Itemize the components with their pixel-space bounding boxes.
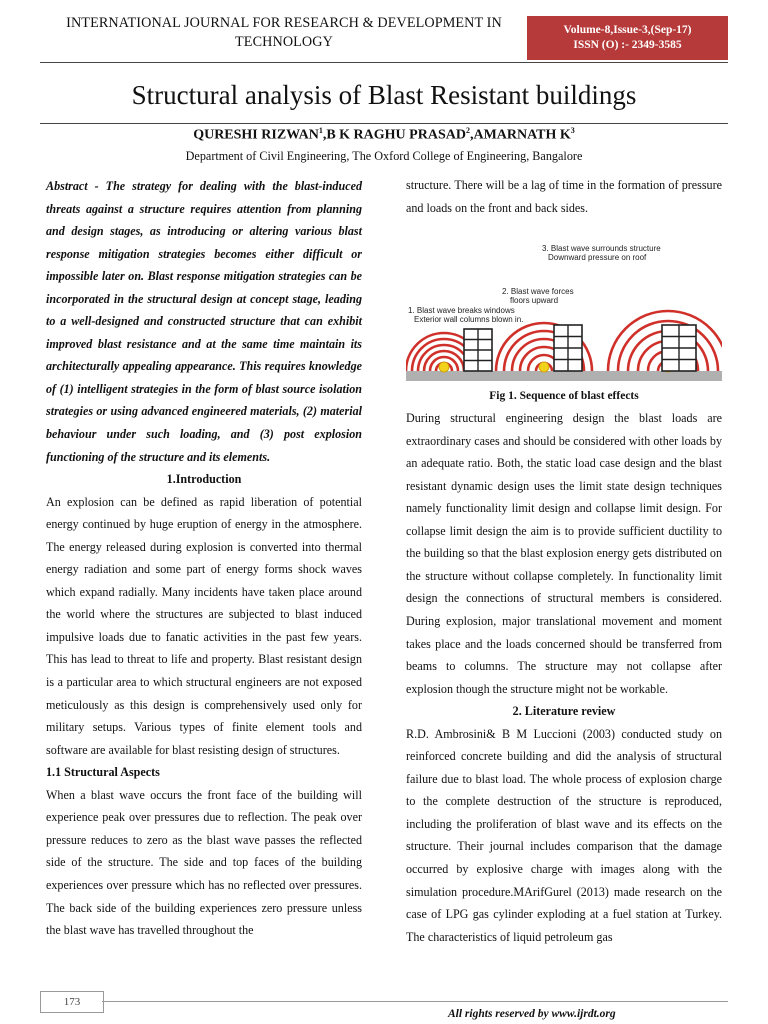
author-3-sup: 3 [570, 126, 575, 135]
design-text: During structural engineering design the blast loads are extraordinary cases and should be considered with other loads by an adequate ratio. Both, the static load case design and the blast resistant dynamic design uses the limit state design techniques namely functionality limit design and collapse limit design. For collapse limit design the aim is to provide sufficient ductility to the building so that the blast explosion energy gets distributed on the structure without collapse completely. In functionality limit design the connections of structural members is considered. During explosion, major translational movement and moment takes place and the loads concerned should be transferred from beams to columns. The structure may not collapse after explosion though the structure might not be workable. [406, 411, 722, 696]
structural-aspects-text: When a blast wave occurs the front face of the building will experience peak over pressures due to reflection. The peak over pressure reduces to zero as the blast wave passes the reflected side of the structure. The side and top faces of the building experiences over pressure which has no reflected over pressures. The back side of the building experiences zero pressure unless the blast wave has travelled throughout the [46, 787, 362, 938]
volume-text: Volume-8,Issue-3,(Sep-17) [563, 24, 692, 36]
label-2-line-1: 2. Blast wave forces [502, 287, 574, 297]
title-divider [40, 123, 728, 124]
left-column [46, 175, 362, 942]
literature-heading: 2. Literature review [512, 704, 616, 719]
label-1-line-2: Exterior wall columns blown in. [414, 315, 524, 325]
structural-aspects-heading: 1.1 Structural Aspects [46, 765, 160, 780]
stage-1-blast-point [439, 362, 449, 372]
affiliation: Department of Civil Engineering, The Oxford College of Engineering, Bangalore [185, 149, 583, 163]
right-top-text: structure. There will be a lag of time in the formation of pressure and loads on the front and back sides. [406, 178, 722, 215]
figure-labels [408, 244, 661, 324]
label-2-line-2: floors upward [510, 296, 559, 306]
paper-title: Structural analysis of Blast Resistant buildings [131, 80, 637, 110]
issn-text: ISSN (O) :- 2349-3585 [573, 39, 682, 51]
header-divider [40, 62, 728, 63]
abstract: Abstract - The strategy for dealing with the blast-induced threats against a structure requires attention from planning and design stages, as introducing or altering various blast response mitigation strategies becomes either difficult or impossible later on. Blast response mitigation strategies can be incorporated in the structural design at concept stage, leading to a well-designed and constructed structure that can exhibit improved blast resistance and at the same time maintain its architecturally appealing appearance. This requires knowledge of (1) intelligent strategies in the form of blast source isolation strategies or using advanced engineered materials, (2) material behaviour under such loading, and (3) post explosion functioning of the structure and its elements. [46, 179, 362, 464]
author-2: ,B K RAGHU PRASAD [322, 127, 466, 143]
author-list [0, 126, 768, 144]
figure-caption: Fig 1. Sequence of blast effects [489, 390, 639, 403]
label-3-line-1: 3. Blast wave surrounds structure [542, 244, 661, 254]
blast-sequence-figure [406, 221, 722, 381]
footer-divider [102, 1001, 728, 1002]
author-3: ,AMARNATH K [469, 127, 571, 143]
page-number: 173 [40, 991, 104, 1013]
journal-name: INTERNATIONAL JOURNAL FOR RESEARCH & DEVELOPMENT IN TECHNOLOGY [66, 15, 502, 50]
author-2-sup: 2 [465, 126, 470, 135]
stage-2-blast-point [539, 362, 549, 372]
label-1-line-1: 1. Blast wave breaks windows [408, 306, 515, 316]
ground [406, 371, 722, 381]
author-1-sup: 1 [318, 126, 323, 135]
intro-heading: 1.Introduction [166, 472, 242, 487]
literature-text: R.D. Ambrosini& B M Luccioni (2003) conducted study on reinforced concrete building and did the analysis of structural failure due to blast load. The whole process of explosion charge to the complete destruction of the structure is reproduced, including the proliferation of blast wave and its effects on the structure. Their journal includes comparison that the damage occurred by explosive charge with images along with the simulation procedure.MArifGurel (2013) made research on the case of LPG gas cylinder exploding at a fuel station at Turkey. The characteristics of liquid petroleum gas [406, 726, 722, 944]
volume-issn-badge [527, 16, 728, 60]
label-3-line-2: Downward pressure on roof [548, 253, 647, 263]
author-1: QURESHI RIZWAN [193, 127, 319, 143]
copyright-notice: All rights reserved by www.ijrdt.org [448, 1008, 616, 1020]
intro-text: An explosion can be defined as rapid liberation of potential energy continued by huge eruption of energy in the atmosphere. The energy released during explosion is converted into thermal energy radiation and some part of energy forms shock waves which expand radially. Many incidents have taken place around the world where the structures are subjected to blast induced impulsive loads due to fanatic activities in the past few years. This has lead to threat to life and property. Blast resistant design is a particular area to which structural engineers are not exposed meticulously as this design is comprehensively used only for military setups. Various types of finite element tools and software are available for blast resisting design of structures. [46, 494, 362, 757]
right-column [406, 174, 722, 948]
